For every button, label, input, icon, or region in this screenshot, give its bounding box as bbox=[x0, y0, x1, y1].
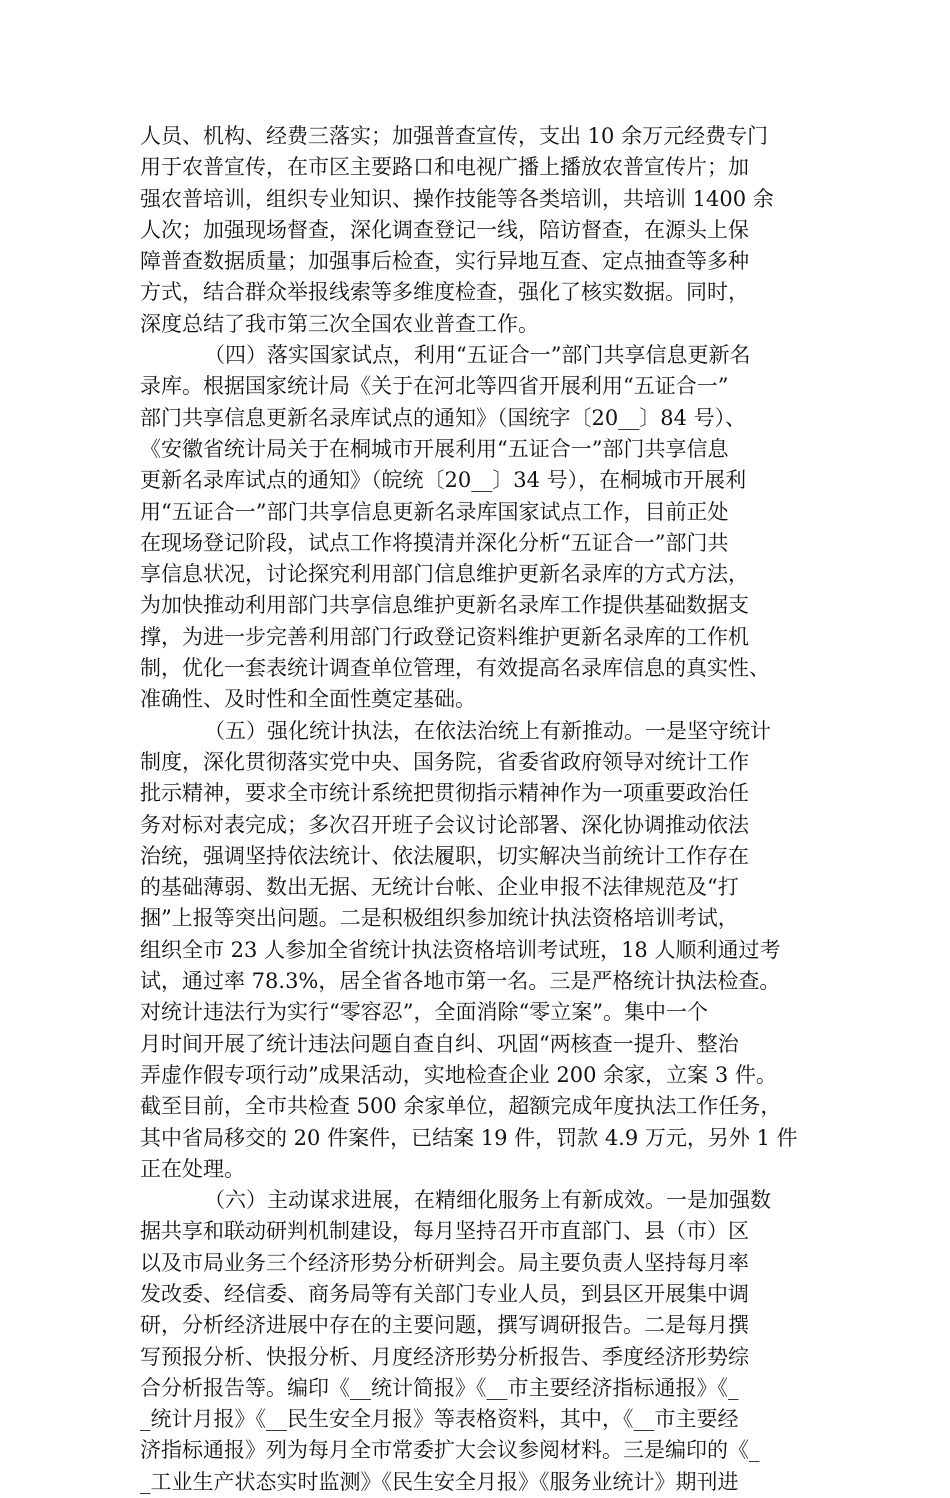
section-heading-line: （五）强化统计执法，在依法治统上有新推动。一是坚守统计 bbox=[204, 718, 771, 743]
text-line: 的基础薄弱、数出无据、无统计台帐、企业申报不法律规范及“打 bbox=[140, 875, 739, 900]
text-line: _统计月报》《__民生安全月报》等表格资料，其中，《__市主要经 bbox=[140, 1407, 739, 1432]
text-line: 制度，深化贯彻落实党中央、国务院，省委省政府领导对统计工作 bbox=[140, 749, 749, 774]
text-line: 准确性、及时性和全面性奠定基础。 bbox=[140, 687, 476, 712]
text-line: 捆”上报等突出问题。二是积极组织参加统计执法资格培训考试， bbox=[140, 906, 739, 931]
text-line: 治统，强调坚持依法统计、依法履职，切实解决当前统计工作存在 bbox=[140, 843, 749, 868]
text-line: 人员、机构、经费三落实；加强普查宣传，支出 10 余万元经费专门 bbox=[140, 124, 769, 148]
text-line: 方式，结合群众举报线索等多维度检查，强化了核实数据。同时， bbox=[140, 280, 749, 305]
text-line: 济指标通报》列为每月全市常委扩大会议参阅材料。三是编印的《_ bbox=[140, 1438, 760, 1463]
text-line: 月时间开展了统计违法问题自查自纠、巩固“两核查一提升、整治 bbox=[140, 1031, 739, 1056]
text-line: 强农普培训，组织专业知识、操作技能等各类培训，共培训 1400 余 bbox=[140, 186, 774, 211]
text-line: 截至目前，全市共检查 500 余家单位，超额完成年度执法工作任务， bbox=[140, 1094, 782, 1119]
text-line: 据共享和联动研判机制建设，每月坚持召开市直部门、县（市）区 bbox=[140, 1219, 749, 1244]
text-line: 为加快推动利用部门共享信息维护更新名录库工作提供基础数据支 bbox=[140, 593, 749, 618]
document-body bbox=[140, 121, 830, 1498]
text-line: 批示精神，要求全市统计系统把贯彻指示精神作为一项重要政治任 bbox=[140, 781, 749, 806]
text-line: 其中省局移交的 20 件案件，已结案 19 件，罚款 4.9 万元，另外 1 件 bbox=[140, 1125, 798, 1150]
text-line: 部门共享信息更新名录库试点的通知》（国统字〔20__〕84 号）、 bbox=[140, 405, 747, 430]
text-line: 撑，为进一步完善利用部门行政登记资料维护更新名录库的工作机 bbox=[140, 624, 749, 649]
text-line: 对统计违法行为实行“零容忍”，全面消除“零立案”。集中一个 bbox=[140, 1000, 708, 1025]
text-line: 在现场登记阶段，试点工作将摸清并深化分析“五证合一”部门共 bbox=[140, 530, 729, 555]
text-line: 以及市局业务三个经济形势分析研判会。局主要负责人坚持每月率 bbox=[140, 1250, 749, 1275]
text-line: 写预报分析、快报分析、月度经济形势分析报告、季度经济形势综 bbox=[140, 1344, 749, 1369]
text-line: 研，分析经济进展中存在的主要问题，撰写调研报告。二是每月撰 bbox=[140, 1313, 749, 1338]
text-line: 深度总结了我市第三次全国农业普查工作。 bbox=[140, 311, 539, 336]
text-line: 务对标对表完成；多次召开班子会议讨论部署、深化协调推动依法 bbox=[140, 812, 749, 837]
text-line: 弄虚作假专项行动”成果活动，实地检查企业 200 余家，立案 3 件。 bbox=[140, 1062, 777, 1087]
text-line: 用于农普宣传，在市区主要路口和电视广播上播放农普宣传片；加 bbox=[140, 155, 749, 180]
text-line: 制，优化一套表统计调查单位管理，有效提高名录库信息的真实性、 bbox=[140, 656, 770, 681]
text-line: 组织全市 23 人参加全省统计执法资格培训考试班，18 人顺利通过考 bbox=[140, 937, 781, 962]
text-line: _工业生产状态实时监测》《民生安全月报》《服务业统计》期刊进 bbox=[140, 1469, 739, 1494]
text-line: 试，通过率 78.3%，居全省各地市第一名。三是严格统计执法检查。 bbox=[140, 969, 781, 994]
text-line: 发改委、经信委、商务局等有关部门专业人员，到县区开展集中调 bbox=[140, 1281, 749, 1306]
text-line: 享信息状况，讨论探究利用部门信息维护更新名录库的方式方法， bbox=[140, 562, 749, 587]
section-heading-line: （四）落实国家试点，利用“五证合一”部门共享信息更新名 bbox=[204, 343, 751, 368]
text-line: 录库。根据国家统计局《关于在河北等四省开展利用“五证合一” bbox=[140, 374, 729, 399]
text-line: 障普查数据质量；加强事后检查，实行异地互查、定点抽查等多种 bbox=[140, 249, 749, 274]
text-line: 人次；加强现场督查，深化调查登记一线，陪访督查，在源头上保 bbox=[140, 217, 749, 242]
text-line: 用“五证合一”部门共享信息更新名录库国家试点工作，目前正处 bbox=[140, 499, 729, 524]
text-line: 正在处理。 bbox=[140, 1156, 245, 1181]
text-line: 合分析报告等。编印《__统计简报》《__市主要经济指标通报》《_ bbox=[140, 1375, 739, 1400]
text-line: 《安徽省统计局关于在桐城市开展利用“五证合一”部门共享信息 bbox=[140, 436, 729, 461]
text-line: 更新名录库试点的通知》（皖统〔20__〕34 号），在桐城市开展利 bbox=[140, 468, 747, 493]
section-heading-line: （六）主动谋求进展，在精细化服务上有新成效。一是加强数 bbox=[204, 1188, 771, 1213]
